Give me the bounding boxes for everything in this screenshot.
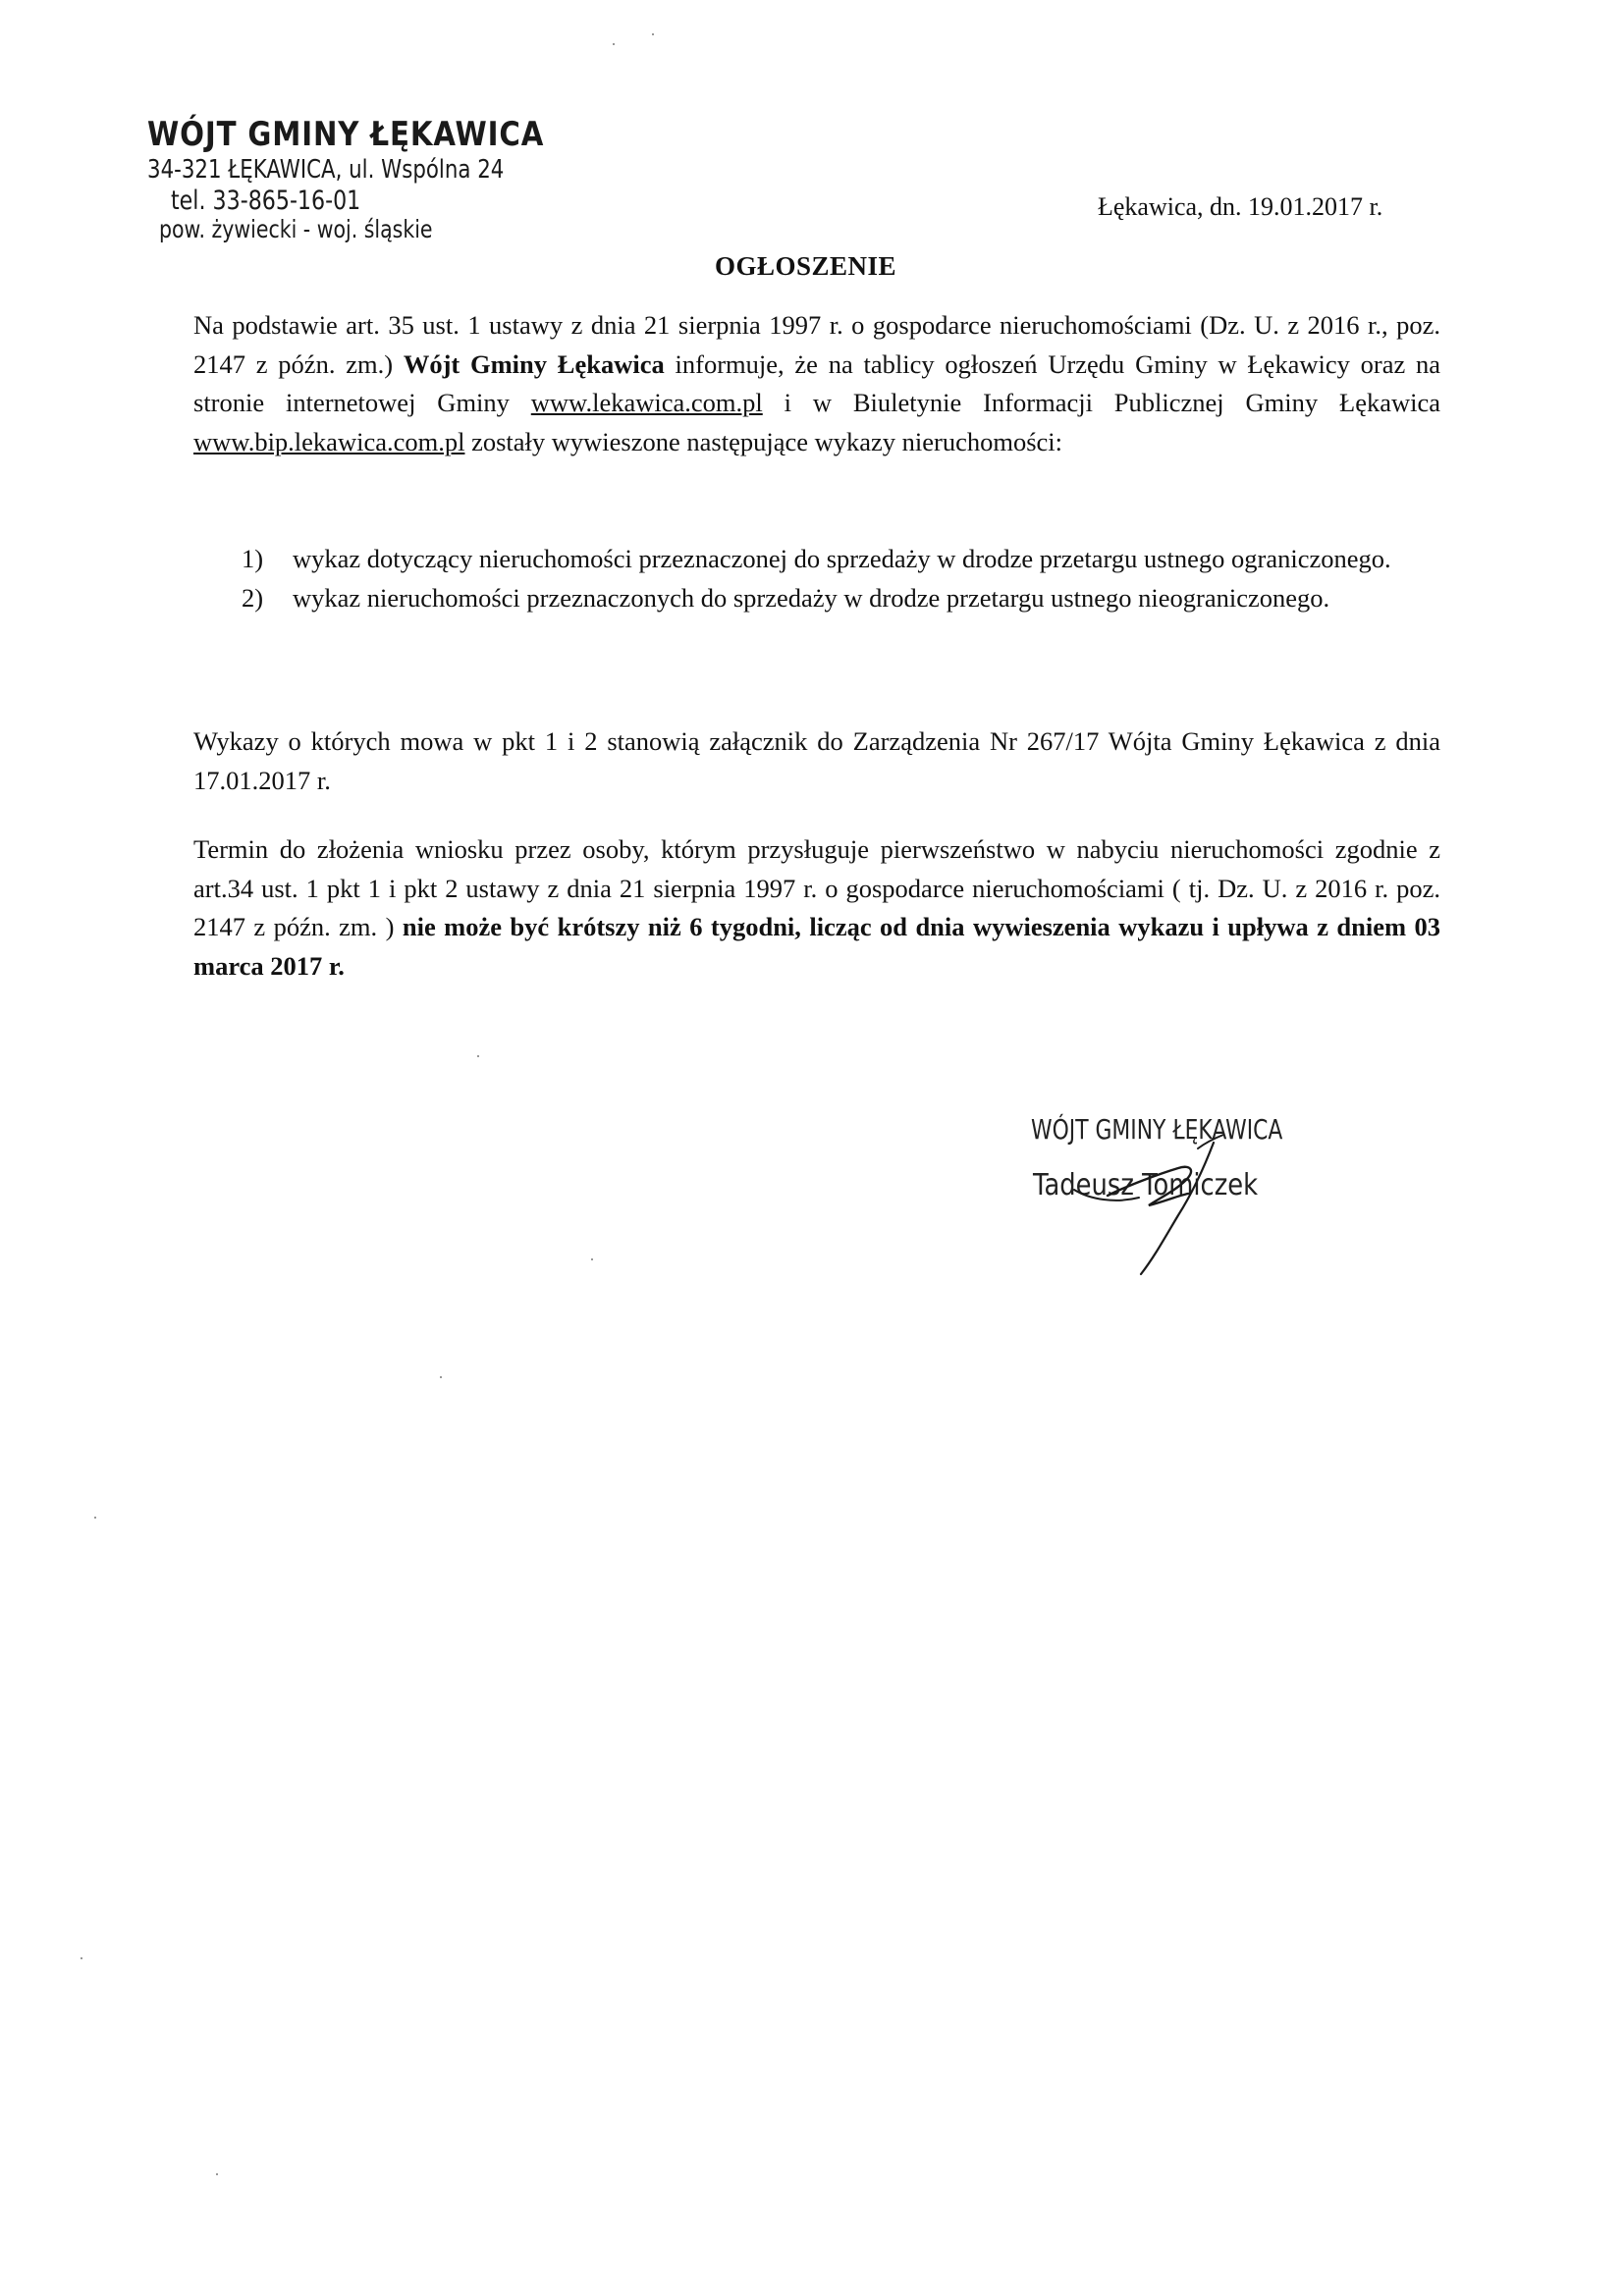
stamp-address: 34-321 ŁĘKAWICA, ul. Wspólna 24 (147, 155, 505, 186)
signature-name: Tadeusz Tomiczek (1033, 1168, 1259, 1202)
list-item-number: 1) (242, 544, 264, 573)
property-lists (242, 540, 1441, 617)
paragraph-legal-basis (193, 306, 1440, 461)
handwritten-signature-icon (1031, 1109, 1326, 1306)
para3-bold-deadline: nie może być krótszy niż 6 tygodni, licząc od dnia wywieszenia wykazu i upływa z dniem 03 marca 2017 r. (193, 912, 1440, 981)
stamp-title: WÓJT GMINY ŁĘKAWICA (147, 115, 545, 154)
stamp-district: pow. żywiecki - woj. śląskie (159, 215, 433, 244)
paragraph-deadline (193, 830, 1440, 986)
list-item-text: wykaz dotyczący nieruchomości przeznaczonej do sprzedaży w drodze przetargu ustnego ograniczonego. (293, 544, 1391, 573)
para1-text-4: zostały wywieszone następujące wykazy nieruchomości: (464, 426, 1063, 456)
signature-stamp (1031, 1109, 1326, 1306)
para1-text-1: Na podstawie art. 35 ust. 1 ustawy z dnia 21 sierpnia 1997 r. o gospodarce nieruchomościami (Dz. U. z 2016 r., poz. 2147 z późn. zm.) (193, 310, 1440, 379)
stamp-phone: tel. 33-865-16-01 (171, 185, 361, 216)
document-heading: OGŁOSZENIE (715, 251, 897, 281)
list-item-text: wykaz nieruchomości przeznaczonych do sprzedaży w drodze przetargu ustnego nieograniczonego. (293, 582, 1330, 613)
para1-text-2: informuje, że na tablicy ogłoszeń Urzędu Gminy w Łękawicy oraz na stronie internetowej Gminy (193, 348, 1440, 417)
para3-text: Termin do złożenia wniosku przez osoby, którym przysługuje pierwszeństwo w nabyciu nieruchomości zgodnie z art.34 ust. 1 pkt 1 i pkt 2 ustawy z dnia 21 sierpnia 1997 r. o gospodarce nieruchomościami ( tj. Dz. U. z 2016 r. poz. 2147 z późn. zm. ) (193, 834, 1440, 941)
link-municipality-website[interactable]: www.lekawica.com.pl (530, 388, 763, 417)
office-stamp (147, 115, 545, 244)
list-item (242, 579, 1441, 618)
link-bip-website[interactable]: www.bip.lekawica.com.pl (193, 426, 465, 456)
para1-bold-authority: Wójt Gminy Łękawica (403, 348, 665, 379)
document-date: Łękawica, dn. 19.01.2017 r. (1098, 192, 1383, 221)
list-item-number: 2) (242, 582, 264, 613)
list-item (242, 540, 1441, 579)
para1-text-3: i w Biuletynie Informacji Publicznej Gminy Łękawica (762, 388, 1440, 417)
paragraph-attachment: Wykazy o których mowa w pkt 1 i 2 stanowią załącznik do Zarządzenia Nr 267/17 Wójta Gminy Łękawica z dnia 17.01.2017 r. (193, 726, 1440, 795)
signature-office: WÓJT GMINY ŁĘKAWICA (1031, 1113, 1283, 1146)
